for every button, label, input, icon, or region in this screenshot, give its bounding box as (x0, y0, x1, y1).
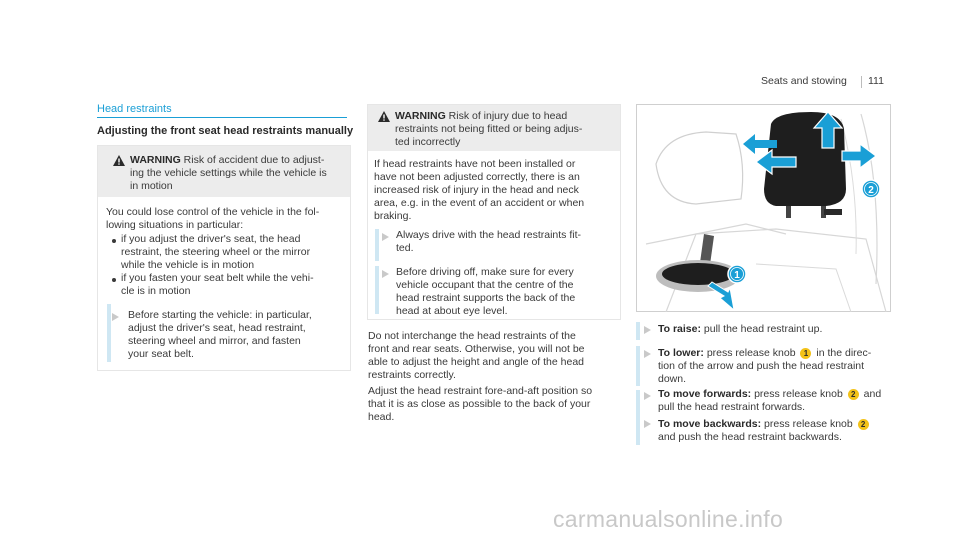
knob-2-badge: 2 (858, 419, 869, 430)
warning-box-2-header (368, 105, 620, 151)
step-bar (636, 322, 640, 340)
warning-1-intro: You could lose control of the vehicle in the fol- lowing situations in particular: (106, 206, 320, 231)
callout-2: 2 (868, 185, 874, 196)
running-header (761, 75, 847, 88)
step-bar (636, 417, 640, 445)
header-section: Seats and stowing (761, 75, 847, 87)
action-arrow-icon (382, 233, 389, 241)
section-title: Head restraints (97, 103, 172, 115)
paragraph-2: Adjust the head restraint fore-and-aft position so that it is as close as possible to the back of your head. (368, 385, 593, 423)
action-bar (375, 229, 379, 261)
warning-2-title: WARNING Risk of injury due to head restraints not being fitted or being adjus- ted incorrectly (395, 110, 583, 148)
warning-box-1-header (98, 146, 350, 197)
warning-2-action-2: Before driving off, make sure for every vehicle occupant that the centre of the head restraint supports the back of the head at about eye level. (396, 266, 576, 317)
step-lower: To lower: press release knob 1 in the direc- tion of the arrow and push the head restraint down. (658, 347, 872, 385)
step-raise: To raise: pull the head restraint up. (658, 323, 823, 335)
action-bar (375, 266, 379, 314)
watermark: carmanualsonline.info (553, 506, 784, 532)
step-arrow-icon (644, 392, 651, 400)
warning-1-action: Before starting the vehicle: in particular, adjust the driver's seat, head restraint, steering wheel and mirror, and fasten your seat belt. (128, 309, 312, 360)
step-forwards: To move forwards: press release knob 2 and pull the head restraint forwards. (658, 388, 882, 413)
action-arrow-icon (112, 313, 119, 321)
action-arrow-icon (382, 270, 389, 278)
step-arrow-icon (644, 326, 651, 334)
warning-1-bullet-2: if you fasten your seat belt while the vehi- cle is in motion (121, 272, 314, 297)
warning-icon (378, 111, 390, 122)
step-backwards: To move backwards: press release knob 2 and push the head restraint backwards. (658, 418, 871, 444)
page-number: 111 (868, 75, 884, 87)
step-arrow-icon (644, 420, 651, 428)
step-bar (636, 346, 640, 386)
step-bar (636, 390, 640, 418)
warning-box-1 (97, 145, 351, 371)
warning-1-title: WARNING Risk of accident due to adjust- ing the vehicle settings while the vehicle is in motion (130, 154, 327, 192)
bullet-dot (112, 278, 116, 282)
warning-box-2 (367, 104, 621, 320)
knob-2-badge: 2 (848, 389, 859, 400)
section-rule (97, 117, 347, 118)
header-rule (861, 76, 862, 88)
head-restraint-illustration (636, 104, 891, 312)
knob-1-badge: 1 (800, 348, 811, 359)
callout-1: 1 (734, 270, 740, 281)
action-bar (107, 304, 111, 362)
subheading: Adjusting the front seat head restraints manually (97, 125, 354, 137)
bullet-dot (112, 239, 116, 243)
warning-icon (113, 155, 125, 166)
warning-2-action-1: Always drive with the head restraints fit- ted. (396, 229, 581, 254)
warning-1-label: WARNING (130, 154, 181, 166)
warning-1-bullet-1: if you adjust the driver's seat, the head restraint, the steering wheel or the mirror while the vehicle is in motion (121, 233, 311, 271)
step-arrow-icon (644, 350, 651, 358)
warning-2-intro: If head restraints have not been installed or have not been adjusted correctly, there is an increased risk of injury in the head and neck area, e.g. in the event of an accident or when braking. (374, 158, 585, 222)
warning-2-label: WARNING (395, 110, 446, 122)
paragraph-1: Do not interchange the head restraints of the front and rear seats. Otherwise, you will not be able to adjust the height and angle of the head restraints correctly. (368, 330, 585, 381)
